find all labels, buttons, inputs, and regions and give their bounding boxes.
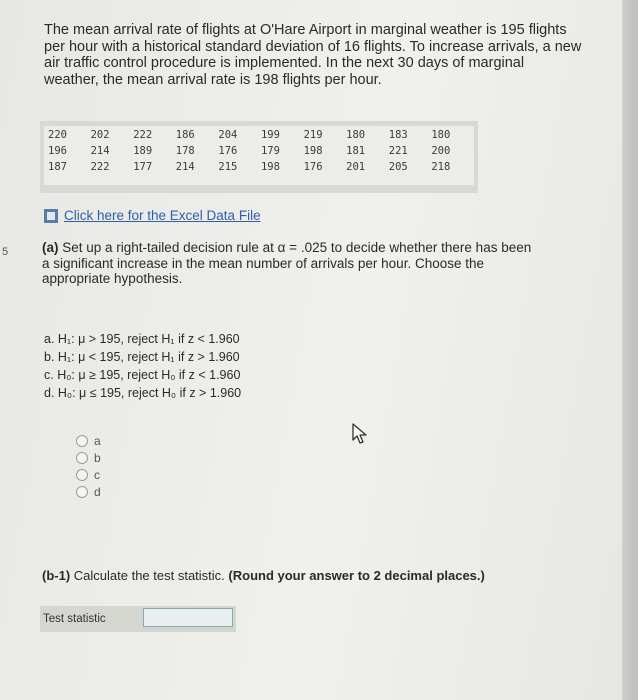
data-cell: 204 [218, 129, 238, 141]
data-cell: 176 [218, 145, 238, 157]
radio-label[interactable]: b [94, 450, 101, 465]
side-mark: 5 [2, 246, 9, 258]
data-table [48, 129, 474, 177]
radio-button[interactable] [76, 435, 88, 447]
data-cell: 214 [175, 161, 195, 173]
data-cell: 187 [48, 161, 67, 173]
part-b1-question [42, 568, 485, 583]
part-a-question [42, 240, 602, 287]
data-cell: 215 [218, 161, 238, 173]
data-cell: 200 [431, 145, 451, 157]
data-cell: 181 [346, 145, 366, 157]
data-cell: 180 [346, 129, 366, 141]
data-cell: 183 [388, 129, 408, 141]
data-cell: 219 [303, 129, 323, 141]
hypothesis-choices [44, 330, 241, 402]
data-row [48, 129, 474, 145]
data-cell: 196 [48, 145, 67, 157]
data-cell: 218 [431, 161, 451, 173]
data-row [48, 161, 474, 177]
choice-d-text: d. H₀: μ ≤ 195, reject H₀ if z > 1.960 [44, 386, 242, 400]
choice-c-text: c. H₀: μ ≥ 195, reject H₀ if z < 1.960 [44, 368, 241, 382]
data-cell: 180 [431, 129, 451, 141]
data-cell: 177 [133, 161, 153, 173]
data-cell: 179 [260, 145, 280, 157]
data-cell: 198 [260, 161, 280, 173]
data-cell: 220 [48, 129, 67, 141]
data-cell: 189 [133, 145, 153, 157]
part-a-text: appropriate hypothesis. [42, 271, 183, 286]
radio-option-c[interactable] [76, 466, 101, 483]
data-cell: 186 [175, 129, 195, 141]
rounding-note: (Round your answer to 2 decimal places.) [228, 568, 485, 583]
part-a-prefix: (a) [42, 240, 59, 255]
test-statistic-input[interactable] [143, 608, 233, 627]
test-statistic-label: Test statistic [43, 613, 106, 625]
intro-line: The mean arrival rate of flights at O'Hare Airport in marginal weather is 195 flights [44, 22, 567, 38]
data-cell: 178 [175, 145, 195, 157]
test-statistic-row [40, 606, 236, 632]
data-cell: 222 [90, 161, 110, 173]
data-cell: 199 [260, 129, 280, 141]
data-table-container [40, 121, 478, 193]
intro-line: weather, the mean arrival rate is 198 flights per hour. [44, 71, 382, 88]
radio-option-b[interactable] [76, 449, 101, 466]
radio-option-d[interactable] [76, 483, 101, 500]
mouse-pointer-icon [351, 423, 369, 445]
part-a-text: a significant increase in the mean number of arrivals per hour. Choose the [42, 255, 484, 271]
data-cell: 214 [90, 145, 110, 157]
data-cell: 176 [303, 161, 323, 173]
part-b1-text: Calculate the test statistic. [70, 568, 229, 583]
radio-label[interactable]: a [94, 433, 101, 448]
choice-b-text: b. H₁: μ < 195, reject H₁ if z > 1.960 [44, 350, 240, 364]
radio-button[interactable] [76, 452, 88, 464]
data-cell: 201 [346, 161, 366, 173]
data-cell: 198 [303, 145, 323, 157]
data-cell: 222 [133, 129, 153, 141]
answer-radio-group [76, 432, 101, 500]
radio-label[interactable]: c [94, 467, 100, 482]
excel-link-label[interactable]: Click here for the Excel Data File [64, 208, 261, 223]
intro-line: per hour with a historical standard deviation of 16 flights. To increase arrivals, a new [44, 38, 582, 55]
part-a-text: Set up a right-tailed decision rule at α = .025 to decide whether there has been [58, 240, 532, 255]
data-cell: 202 [90, 129, 110, 141]
radio-option-a[interactable] [76, 432, 101, 449]
part-b1-prefix: (b-1) [42, 568, 71, 583]
radio-label[interactable]: d [94, 484, 101, 499]
scrollbar[interactable] [622, 0, 638, 700]
problem-statement [44, 22, 619, 88]
radio-button[interactable] [76, 469, 88, 481]
choice-a-text: a. H₁: μ > 195, reject H₁ if z < 1.960 [44, 332, 240, 346]
excel-file-icon [44, 209, 58, 223]
data-cell: 221 [388, 145, 408, 157]
intro-line: air traffic control procedure is implemented. In the next 30 days of marginal [44, 55, 525, 71]
radio-button[interactable] [76, 486, 88, 498]
data-cell: 205 [388, 161, 408, 173]
data-row [48, 145, 474, 161]
excel-data-link[interactable] [44, 208, 261, 223]
